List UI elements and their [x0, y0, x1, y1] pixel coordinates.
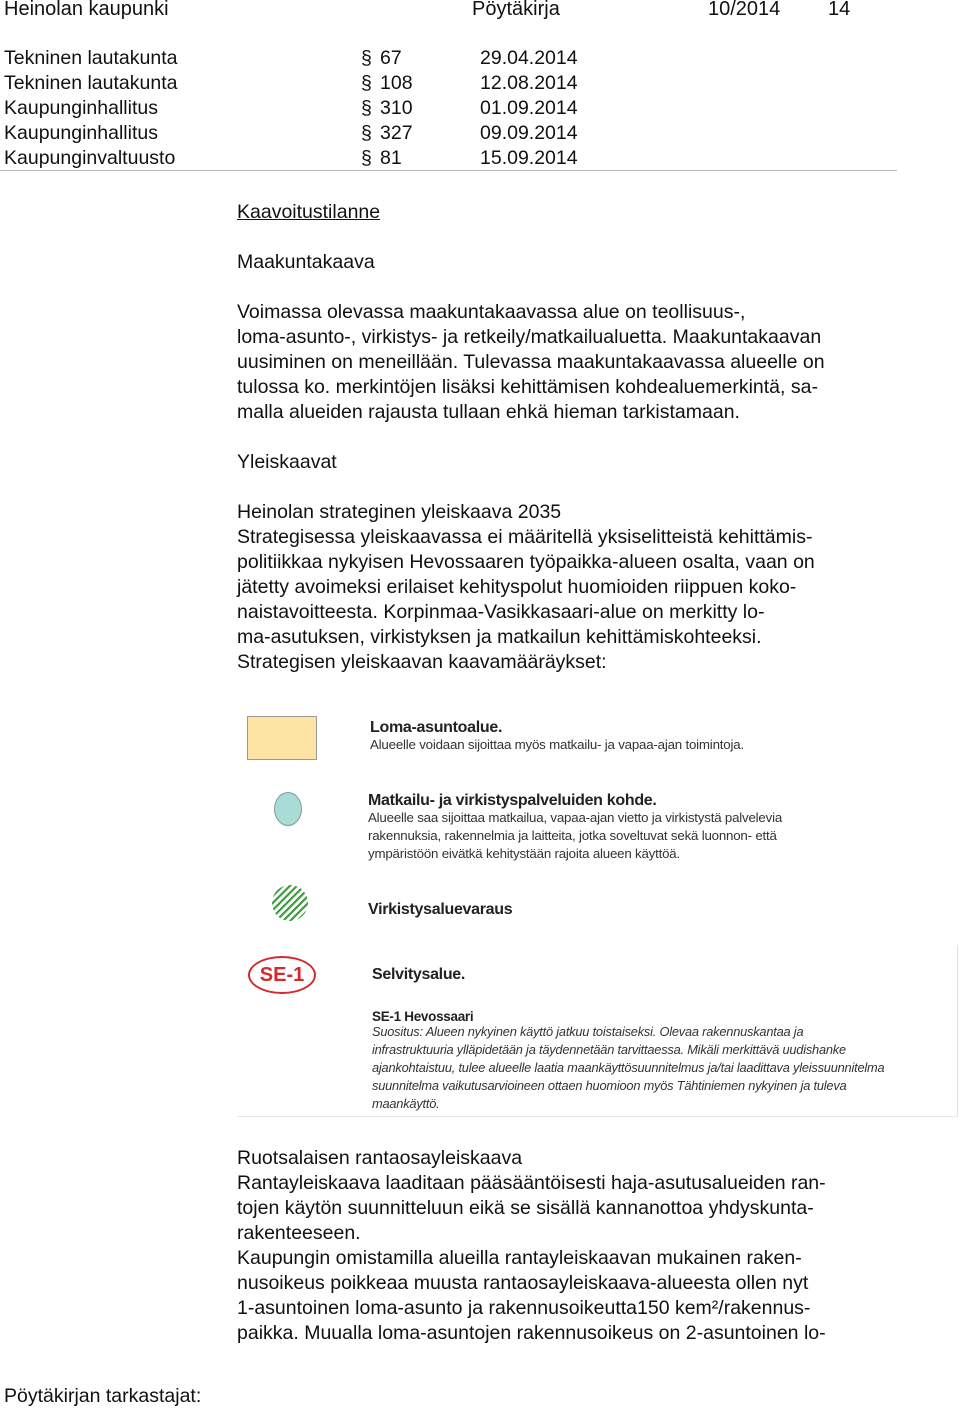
section-symbol: §	[361, 97, 372, 119]
history-number: 81	[380, 147, 402, 169]
legend-desc: ajankohtaistuu, tulee alueelle laatia maankäyttösuunnitelmus ja/tai laadittava yleissuunnitelma	[372, 1060, 885, 1075]
maakuntakaava-paragraph	[237, 300, 899, 425]
text-line: Strategisessa yleiskaavassa ei määritellä yksiselitteistä kehittämis-	[237, 526, 813, 548]
text-line: paikka. Muualla loma-asuntojen rakennusoikeus on 2-asuntoinen lo-	[237, 1322, 826, 1344]
text-line: loma-asunto-, virkistys- ja retkeily/matkailualuetta. Maakuntakaavan	[237, 326, 822, 348]
text-line: ma-asutuksen, virkistyksen ja matkailun kehittämiskohteeksi.	[237, 626, 762, 648]
history-date: 12.08.2014	[480, 72, 578, 94]
text-line: nusoikeus poikkeaa muusta rantaosayleiskaava-alueesta ollen nyt	[237, 1272, 809, 1294]
legend-desc: suunnitelma vaikutusarvioineen ottaen huomioon myös Tähtiniemen nykyinen ja tuleva	[372, 1078, 847, 1093]
section-title: Kaavoitustilanne	[237, 201, 381, 223]
section-symbol: §	[361, 72, 372, 94]
history-date: 09.09.2014	[480, 122, 578, 144]
history-row	[4, 121, 904, 146]
footer-reviewers-label: Pöytäkirjan tarkastajat:	[4, 1385, 202, 1407]
maakuntakaava-heading: Maakuntakaava	[237, 251, 375, 273]
history-row	[4, 46, 904, 71]
text-line: tulossa ko. merkintöjen lisäksi kehittämisen kohdealuemerkintä, sa-	[237, 376, 818, 398]
section-symbol: §	[361, 147, 372, 169]
image-edge	[957, 945, 958, 1117]
legend-desc: ympäristöön eivätkä kehitystään rajoita alueen käyttöä.	[368, 846, 681, 861]
legend-desc: Suositus: Alueen nykyinen käyttö jatkuu toistaiseksi. Olevaa rakennuskantaa ja	[372, 1024, 804, 1039]
text-line: uusiminen on meneillään. Tulevassa maakuntakaavassa alueelle on	[237, 351, 825, 373]
history-number: 327	[380, 122, 413, 144]
section-symbol: §	[361, 122, 372, 144]
legend-desc: maankäyttö.	[372, 1096, 440, 1111]
history-number: 310	[380, 97, 413, 119]
matkailu-circle-icon	[274, 792, 302, 826]
text-line: politiikkaa nykyisen Hevossaaren työpaikka-alueen osalta, vaan on	[237, 551, 815, 573]
history-row	[4, 71, 904, 96]
legend-title: Loma-asuntoalue.	[370, 719, 503, 736]
legend-title: Virkistysaluevaraus	[368, 901, 513, 918]
history-row	[4, 96, 904, 121]
history-body: Tekninen lautakunta	[4, 72, 178, 94]
virkistys-hatched-circle-icon	[270, 883, 310, 923]
text-line: naistavoitteesta. Korpinmaa-Vasikkasaari-alue on merkitty lo-	[237, 601, 765, 623]
loma-asunto-area-swatch	[247, 716, 317, 760]
legend-desc: Alueelle voidaan sijoittaa myös matkailu- ja vapaa-ajan toimintoja.	[370, 737, 744, 752]
issue-number: 10/2014	[708, 0, 781, 20]
legend-title: Matkailu- ja virkistyspalveluiden kohde.	[368, 792, 657, 809]
text-line: Voimassa olevassa maakuntakaavassa alue on teollisuus-,	[237, 301, 746, 323]
history-date: 01.09.2014	[480, 97, 578, 119]
history-row	[4, 146, 904, 171]
text-line: rakenteeseen.	[237, 1222, 361, 1244]
page-number: 14	[828, 0, 851, 20]
image-edge	[237, 1116, 958, 1117]
text-line: 1-asuntoinen loma-asunto ja rakennusoikeutta150 kem²/rakennus-	[237, 1297, 811, 1319]
history-number: 108	[380, 72, 413, 94]
text-line: jätetty avoimeksi erilaiset kehityspolut huomioiden riippuen koko-	[237, 576, 797, 598]
text-line: Rantayleiskaava laaditaan pääsääntöisesti haja-asutusalueiden ran-	[237, 1172, 826, 1194]
history-body: Kaupunginhallitus	[4, 122, 158, 144]
yleiskaavat-heading: Yleiskaavat	[237, 451, 337, 473]
ruotsalaisen-paragraph	[237, 1146, 899, 1346]
legend-desc: rakennuksia, rakennelmia ja laitteita, jotka soveltuvat sekä luonnon- että	[368, 828, 777, 843]
legend-desc: infrastruktuuria ylläpidetään ja täydennetään tarvittaessa. Mikäli merkittävä uudishanke	[372, 1042, 846, 1057]
text-line: Strategisen yleiskaavan kaavamääräykset:	[237, 651, 607, 673]
text-line: Ruotsalaisen rantaosayleiskaava	[237, 1147, 523, 1169]
yleiskaava-paragraph	[237, 500, 899, 675]
text-line: malla alueiden rajausta tullaan ehkä hieman tarkistamaan.	[237, 401, 740, 423]
history-body: Kaupunginhallitus	[4, 97, 158, 119]
legend-subtitle: SE-1 Hevossaari	[372, 1009, 474, 1024]
history-body: Kaupunginvaltuusto	[4, 147, 176, 169]
municipality-name: Heinolan kaupunki	[4, 0, 169, 20]
history-body: Tekninen lautakunta	[4, 47, 178, 69]
text-line: tojen käytön suunnitteluun eikä se sisällä kannanottoa yhdyskunta-	[237, 1197, 814, 1219]
section-symbol: §	[361, 47, 372, 69]
history-number: 67	[380, 47, 402, 69]
header-divider	[0, 170, 897, 171]
text-line: Heinolan strateginen yleiskaava 2035	[237, 501, 562, 523]
history-date: 15.09.2014	[480, 147, 578, 169]
history-date: 29.04.2014	[480, 47, 578, 69]
se-1-stamp-icon: SE-1	[248, 956, 316, 994]
document-type: Pöytäkirja	[472, 0, 560, 20]
legend-title: Selvitysalue.	[372, 966, 466, 983]
plan-legend-image	[237, 700, 960, 1120]
legend-desc: Alueelle saa sijoittaa matkailua, vapaa-ajan vietto ja virkistystä palvelevia	[368, 810, 783, 825]
text-line: Kaupungin omistamilla alueilla rantayleiskaavan mukainen raken-	[237, 1247, 802, 1269]
